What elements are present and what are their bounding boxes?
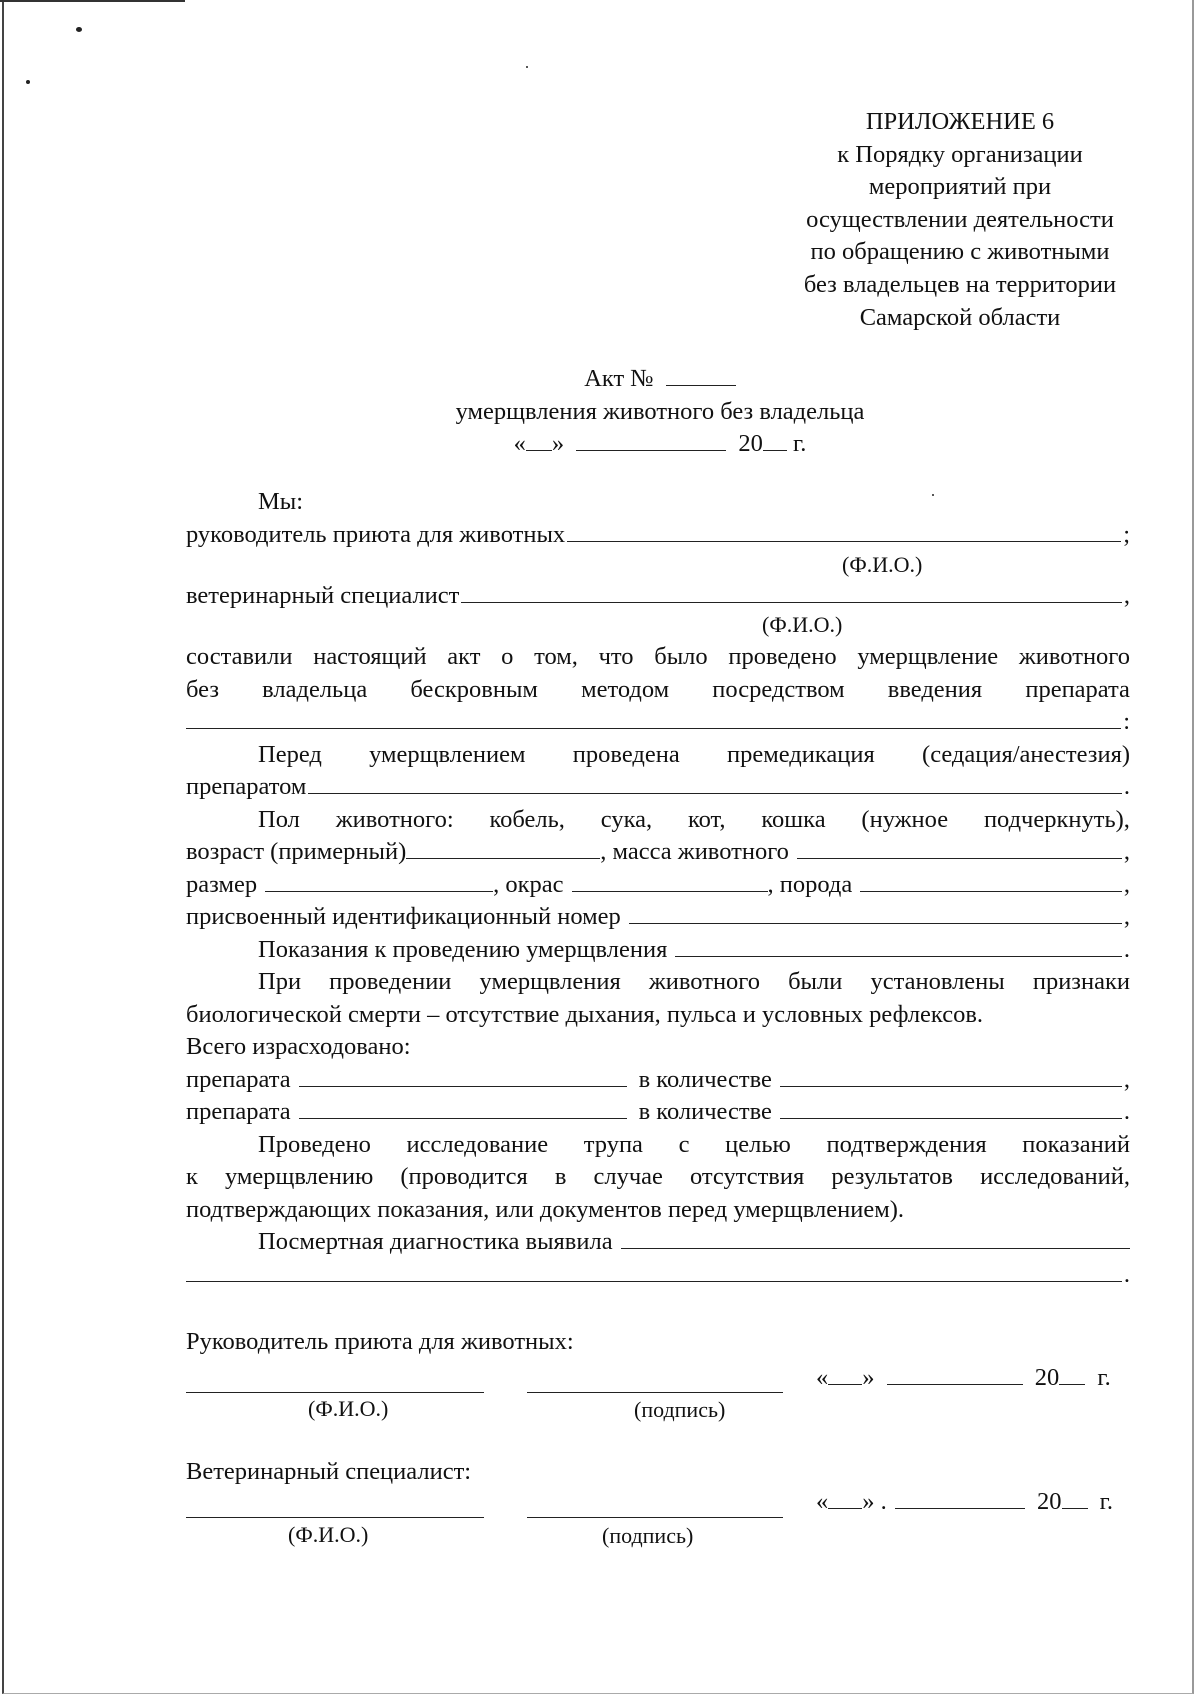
vet-line — [186, 580, 1130, 612]
appendix-line: к Порядку организации — [837, 140, 1083, 168]
text-word: Перед — [258, 741, 322, 768]
text-word: владельца — [262, 676, 368, 703]
shelter-head-fio-field[interactable] — [567, 519, 1121, 542]
sex-option-female-dog[interactable]: сука, — [600, 806, 653, 833]
death-line-1: При проведении умерщвления животного были установлены признаки — [258, 968, 1130, 995]
appendix-header — [760, 106, 1160, 334]
fio-caption: (Ф.И.О.) — [842, 552, 923, 577]
punctuation: , — [1123, 871, 1130, 898]
appendix-line: осуществлении деятельности — [806, 205, 1114, 233]
text-word: исследование — [406, 1131, 549, 1158]
text-word: показаний — [1022, 1131, 1130, 1158]
postmortem-continuation-line — [186, 1259, 1130, 1291]
breed-field[interactable] — [860, 869, 1122, 892]
text-word: Пол — [258, 806, 300, 833]
text-word: Проведено — [258, 1131, 371, 1158]
date-quote-close: » — [551, 430, 565, 457]
text-word: подчеркнуть), — [983, 806, 1130, 833]
sex-option-male-dog[interactable]: кобель, — [489, 806, 565, 833]
shelter-head-line — [186, 519, 1130, 551]
year-suffix: г. — [792, 430, 807, 457]
year-suffix: г. — [1097, 1364, 1111, 1391]
punctuation: , — [1123, 903, 1130, 930]
shelter-head-year-field[interactable] — [1059, 1362, 1085, 1385]
study-line-1 — [186, 1129, 1130, 1161]
text-word: бескровным — [410, 676, 538, 703]
age-mass-line — [186, 836, 1130, 868]
date-quote-close: » . — [862, 1488, 887, 1515]
scan-speck — [26, 80, 30, 84]
vet-signature-field[interactable] — [527, 1495, 783, 1518]
punctuation: . — [1123, 1098, 1130, 1125]
vet-month-field[interactable] — [895, 1486, 1025, 1509]
spent-line: Всего израсходовано: — [186, 1033, 411, 1060]
appendix-line: мероприятий при — [868, 173, 1052, 201]
age-label: возраст (примерный) — [186, 838, 407, 865]
vet-fio-sign-field[interactable] — [186, 1495, 484, 1518]
drug-quantity-line-2 — [186, 1096, 1130, 1128]
premed-line-1 — [186, 739, 1130, 771]
date-quote-open: « — [816, 1364, 829, 1391]
quantity-label: в количестве — [638, 1066, 772, 1093]
postmortem-field[interactable] — [621, 1226, 1130, 1249]
drug-name-line — [186, 706, 1130, 738]
punctuation: , — [1123, 1066, 1130, 1093]
year-suffix: г. — [1099, 1488, 1114, 1515]
premed-label: препаратом — [186, 773, 307, 800]
punctuation: : — [1123, 708, 1130, 735]
shelter-head-date — [816, 1362, 1136, 1394]
scan-edge-line — [0, 0, 185, 2]
text-word: целью — [725, 1131, 791, 1158]
compiled-line-1: составили настоящий акт о том, что было проведено умерщвление животного — [186, 643, 1130, 670]
indications-label: Показания к проведению умерщвления — [258, 936, 668, 963]
vet-signature-label: Ветеринарный специалист: — [186, 1458, 472, 1485]
shelter-head-signature-label: Руководитель приюта для животных: — [186, 1328, 574, 1355]
punctuation: , — [1123, 582, 1130, 609]
sex-option-female-cat[interactable]: кошка — [761, 806, 826, 833]
text-word: премедикация — [726, 741, 875, 768]
act-number-field[interactable] — [666, 363, 736, 386]
fio-caption: (Ф.И.О.) — [308, 1396, 389, 1421]
date-quote-open: « — [816, 1488, 829, 1515]
quantity-label: в количестве — [638, 1098, 772, 1125]
quantity-1-field[interactable] — [780, 1064, 1122, 1087]
act-day-field[interactable] — [526, 428, 552, 451]
id-number-line — [186, 901, 1130, 933]
size-field[interactable] — [265, 869, 493, 892]
text-word: (седация/анестезия) — [922, 741, 1130, 768]
postmortem-line — [186, 1226, 1130, 1258]
death-line-2: биологической смерти – отсутствие дыхания, пульса и условных рефлексов. — [186, 1001, 984, 1028]
text-word: (нужное — [861, 806, 949, 833]
punctuation: ; — [1123, 521, 1130, 548]
text-word: умерщвлением — [369, 741, 526, 768]
text-word: подтверждения — [826, 1131, 987, 1158]
text-word: трупа — [583, 1131, 643, 1158]
study-line-3: подтверждающих показания, или документов перед умерщвлением). — [186, 1196, 904, 1223]
mass-label: , масса животного — [600, 838, 789, 865]
text-word: введения — [887, 676, 983, 703]
act-header — [300, 363, 1020, 461]
compiled-line-2 — [186, 674, 1130, 706]
color-label: , окрас — [493, 871, 564, 898]
quantity-2-field[interactable] — [780, 1096, 1122, 1119]
punctuation: . — [1123, 773, 1130, 800]
signature-caption: (подпись) — [602, 1523, 694, 1548]
signature-caption: (подпись) — [634, 1397, 726, 1422]
drug-2-field[interactable] — [299, 1096, 627, 1119]
appendix-line: Самарской области — [859, 303, 1061, 331]
size-label: размер — [186, 871, 258, 898]
we-line — [186, 486, 1130, 518]
we-text: Мы: — [258, 488, 304, 515]
fio-caption: (Ф.И.О.) — [288, 1522, 369, 1547]
drug-quantity-line-1 — [186, 1064, 1130, 1096]
vet-day-field[interactable] — [828, 1486, 862, 1509]
indications-line — [186, 934, 1130, 966]
color-field[interactable] — [572, 869, 768, 892]
year-prefix: 20 — [738, 430, 763, 457]
act-number-label: Акт № — [584, 365, 654, 392]
text-word: животного: — [335, 806, 454, 833]
appendix-line: без владельцев на территории — [803, 270, 1117, 298]
text-word: без — [186, 676, 219, 703]
drug-label: препарата — [186, 1098, 291, 1125]
study-line-2: к умерщвлению (проводится в случае отсутствия результатов исследований, — [186, 1163, 1130, 1190]
drug-1-field[interactable] — [299, 1064, 627, 1087]
punctuation: . — [1123, 1261, 1130, 1288]
vet-year-field[interactable] — [1062, 1486, 1088, 1509]
postmortem-continuation-field[interactable] — [186, 1259, 1122, 1282]
text-word: проведена — [572, 741, 680, 768]
drug-label: препарата — [186, 1066, 291, 1093]
shelter-head-fio-sign-field[interactable] — [186, 1370, 484, 1393]
shelter-head-label: руководитель приюта для животных — [186, 521, 566, 548]
date-quote-close: » — [862, 1364, 875, 1391]
punctuation: , — [1123, 838, 1130, 865]
premed-line-2 — [186, 771, 1130, 803]
age-field[interactable] — [406, 836, 600, 859]
vet-label: ветеринарный специалист — [186, 582, 460, 609]
vet-fio-field[interactable] — [461, 580, 1121, 603]
breed-label: , порода — [767, 871, 853, 898]
act-title: умерщвления животного без владельца — [455, 397, 865, 425]
text-word: методом — [581, 676, 670, 703]
mass-field[interactable] — [797, 836, 1122, 859]
id-number-label: присвоенный идентификационный номер — [186, 903, 621, 930]
text-word: посредством — [712, 676, 845, 703]
sex-line — [186, 804, 1130, 836]
scan-speck — [526, 66, 528, 68]
act-date-line — [300, 428, 1020, 461]
date-quote-open: « — [513, 430, 526, 457]
text-word: препарата — [1025, 676, 1130, 703]
appendix-line: по обращению с животными — [810, 238, 1110, 266]
act-year-field[interactable] — [763, 428, 787, 451]
vet-date — [816, 1486, 1136, 1518]
premed-drug-field[interactable] — [308, 771, 1121, 794]
id-number-field[interactable] — [629, 901, 1122, 924]
size-color-breed-line — [186, 869, 1130, 901]
sex-option-male-cat[interactable]: кот, — [687, 806, 726, 833]
fio-caption: (Ф.И.О.) — [762, 612, 843, 637]
punctuation: . — [1123, 936, 1130, 963]
shelter-head-signature-field[interactable] — [527, 1370, 783, 1393]
appendix-line: ПРИЛОЖЕНИЕ 6 — [865, 108, 1055, 135]
indications-field[interactable] — [675, 934, 1121, 957]
year-prefix: 20 — [1037, 1488, 1062, 1515]
year-prefix: 20 — [1034, 1364, 1060, 1391]
act-month-field[interactable] — [576, 428, 726, 451]
text-word: с — [678, 1131, 690, 1158]
shelter-head-day-field[interactable] — [828, 1362, 862, 1385]
postmortem-label: Посмертная диагностика выявила — [258, 1228, 613, 1255]
euthanasia-drug-field[interactable] — [186, 706, 1121, 729]
scan-speck — [76, 27, 82, 32]
shelter-head-month-field[interactable] — [887, 1362, 1023, 1385]
act-number-line — [300, 363, 1020, 396]
